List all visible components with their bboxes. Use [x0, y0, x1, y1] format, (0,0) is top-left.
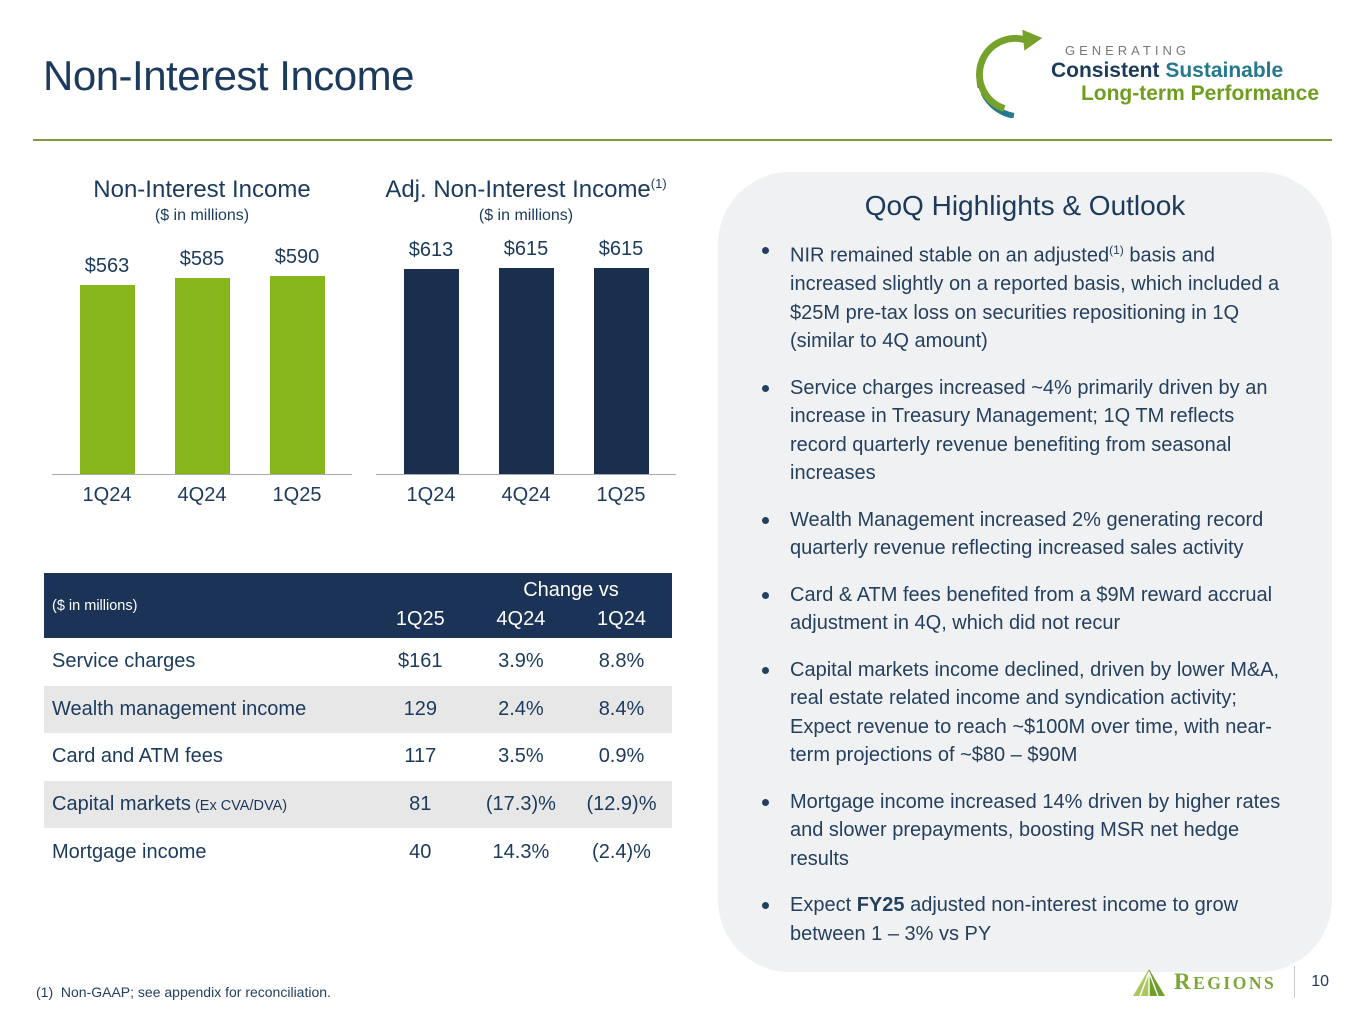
page-number: 10 [1311, 973, 1329, 990]
bullet-text: adjusted non-interest income to grow between 1 – 3% vs PY [790, 894, 1239, 945]
bar-plot-area [52, 225, 352, 475]
highlights-panel [718, 172, 1332, 972]
bullet-text: basis and increased slightly on a reported basis, which included a $25M pre-tax loss on securities repositioning in 1Q (similar to 4Q amount) [790, 244, 1280, 353]
bar-plot-area [376, 225, 676, 475]
logo-line2 [1051, 59, 1319, 83]
row-label [44, 793, 370, 816]
cell-value: (12.9)% [586, 793, 657, 816]
highlights-title: QoQ Highlights & Outlook [864, 190, 1186, 221]
category-label: 4Q24 [501, 484, 551, 506]
highlights-bullet-list [718, 236, 1332, 948]
bar-group [594, 238, 649, 474]
cell-value: 117 [404, 745, 437, 768]
table-row [44, 733, 672, 781]
bar-value-label: $615 [503, 238, 549, 260]
bullet-item [718, 656, 1332, 770]
category-label: 1Q25 [272, 484, 322, 506]
cell-value: $161 [398, 650, 443, 673]
bullet-text: Mortgage income increased 14% driven by higher rates and slower prepayments, boosting MSR net hedge results [790, 790, 1281, 870]
chart-title [364, 176, 688, 204]
cell-value: 2.4% [498, 697, 544, 720]
cell-value: 3.5% [498, 745, 544, 768]
bar-value-label: $563 [84, 255, 130, 278]
row-label-text: Card and ATM fees [52, 745, 223, 768]
row-label [44, 745, 370, 768]
cell-value: 129 [403, 697, 437, 720]
chart-title [40, 176, 364, 204]
bullet-text: Wealth Management increased 2% generating record quarterly revenue reflecting increased sales activity [790, 508, 1264, 560]
chart-non-interest-income [40, 176, 364, 507]
category-axis [376, 475, 676, 507]
column-header: 1Q24 [597, 608, 646, 630]
cell-value: 14.3% [492, 840, 550, 863]
category-label: 1Q24 [406, 484, 456, 506]
footer-divider [1294, 966, 1295, 998]
bullet-item [718, 506, 1332, 563]
bar [270, 276, 325, 474]
row-label [44, 698, 370, 721]
bar [80, 285, 135, 474]
row-label-text: Wealth management income [52, 697, 307, 720]
wordmark-rest: EGIONS [1193, 973, 1277, 993]
bar-group [80, 255, 135, 474]
bullet-text: Expect [790, 894, 857, 917]
page-title: Non-Interest Income [43, 52, 415, 99]
bar-group [270, 246, 325, 474]
table-row [44, 781, 672, 829]
chart-adj-non-interest-income [364, 176, 688, 507]
chart-title-footref: (1) [650, 176, 667, 191]
bullet-item [718, 788, 1332, 874]
change-vs-label: Change vs [523, 579, 619, 601]
cell-value: 8.8% [598, 650, 645, 673]
chart-title-text: Non-Interest Income [93, 176, 311, 203]
regions-tree-icon [1133, 969, 1165, 996]
cell-value: (2.4)% [592, 840, 651, 863]
row-label-text: Mortgage income [52, 840, 207, 863]
cell-value: 81 [409, 793, 432, 816]
bullet-text: Capital markets income declined, driven by lower M&A, real estate related income and syndication activity; Expect revenue to reach ~$100M over time, with near-term projections of ~$80 – $90M [790, 658, 1280, 767]
bar [404, 269, 459, 474]
column-header: 4Q24 [496, 608, 546, 630]
bullet-item [718, 236, 1332, 356]
cell-value: 40 [409, 840, 432, 863]
chart-subtitle: ($ in millions) [154, 207, 250, 224]
cell-value: 8.4% [598, 697, 645, 720]
bar-value-label: $585 [179, 248, 225, 270]
table-row [44, 828, 672, 876]
bar [594, 268, 649, 474]
cell-value: 3.9% [498, 650, 544, 673]
category-label: 4Q24 [177, 484, 227, 506]
bullet-item [718, 581, 1332, 638]
bar-value-label: $615 [598, 238, 644, 260]
bullet-item [718, 891, 1332, 948]
bar-value-label: $613 [408, 238, 454, 261]
table-row [44, 686, 672, 734]
wordmark-cap: R [1174, 969, 1194, 994]
cell-value: 0.9% [598, 745, 645, 768]
logo-text [1051, 44, 1319, 106]
column-headers [370, 608, 672, 631]
bullet-text: Card & ATM fees benefited from a $9M reward accrual adjustment in 4Q, which did not recur [790, 583, 1273, 635]
table-row [44, 638, 672, 686]
title-divider [33, 139, 1332, 141]
logo-sustainable: Sustainable [1165, 58, 1284, 82]
category-label: 1Q25 [596, 484, 646, 506]
bullet-item [718, 374, 1332, 488]
charts-row [40, 176, 688, 507]
chart-subtitle: ($ in millions) [478, 207, 574, 224]
bullet-text: NIR remained stable on an adjusted [790, 244, 1110, 267]
regions-wordmark [1174, 969, 1276, 995]
logo-consistent: Consistent [1050, 58, 1160, 82]
financial-table [44, 573, 672, 876]
row-label [44, 841, 370, 864]
table-header [44, 573, 672, 638]
footer-brand [1133, 966, 1329, 998]
bullet-text: Service charges increased ~4% primarily driven by an increase in Treasury Management; 1Q TM reflects record quarterly revenue benefiting from seasonal increases [790, 376, 1268, 485]
footnote-ref: (1) [1109, 243, 1124, 257]
category-axis [52, 475, 352, 507]
chart-title-text: Adj. Non-Interest Income [385, 176, 651, 203]
bar-value-label: $590 [274, 246, 320, 269]
bold-text: FY25 [856, 894, 905, 917]
row-label [44, 650, 370, 673]
footnote: (1) Non-GAAP; see appendix for reconciliation. [36, 984, 331, 1000]
bar-group [404, 239, 459, 474]
row-label-text: Capital markets [52, 793, 191, 816]
bar [499, 268, 554, 474]
column-header: 1Q25 [395, 608, 445, 630]
table-header-right [370, 573, 672, 638]
cell-value: (17.3)% [485, 793, 556, 816]
category-label: 1Q24 [82, 484, 132, 506]
bar-group [499, 238, 554, 474]
table-body [44, 638, 672, 876]
logo-longterm: Long-term Performance [1080, 82, 1319, 106]
row-label-note: (Ex CVA/DVA) [190, 798, 288, 815]
bar [175, 278, 230, 474]
bar-group [175, 248, 230, 474]
generating-performance-logo [969, 18, 1319, 118]
table-units-label: ($ in millions) [52, 597, 138, 614]
row-label-text: Service charges [52, 650, 196, 673]
logo-generating: GENERATING [1064, 43, 1190, 59]
